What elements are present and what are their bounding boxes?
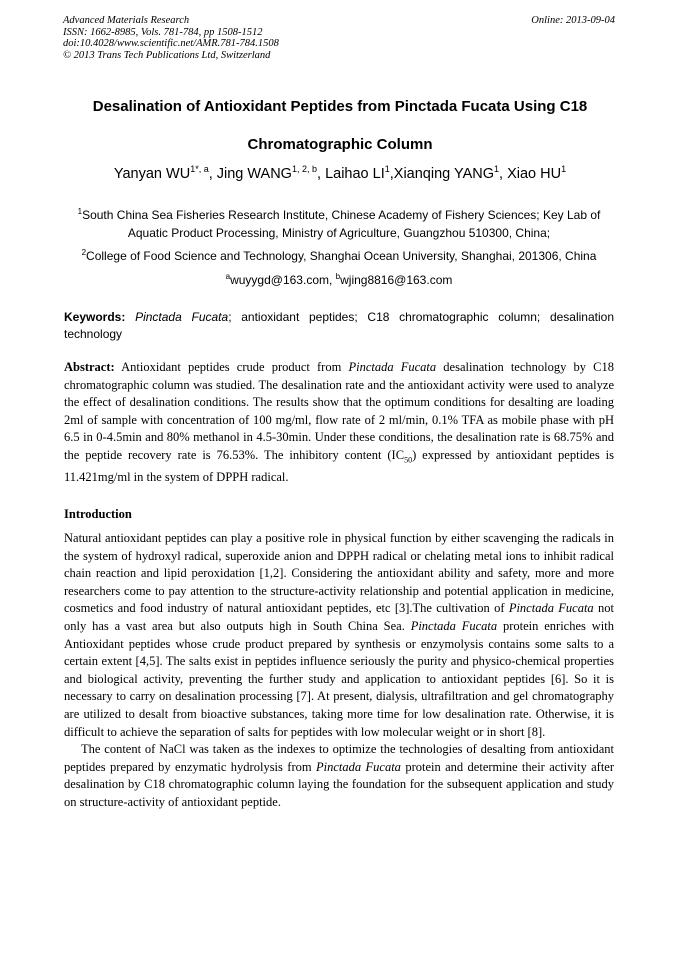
affiliation-mark: 2	[81, 248, 87, 257]
author-list	[20, 164, 660, 182]
section-heading-introduction: Introduction	[64, 507, 132, 521]
abstract-subscript: 50	[404, 455, 413, 465]
keywords-label: Keywords:	[64, 310, 126, 324]
affiliation-2	[64, 244, 614, 265]
doi-line: doi:10.4028/www.scientific.net/AMR.781-784.1508	[63, 38, 279, 49]
author-affil-mark: 1*, a	[190, 164, 209, 174]
abstract	[64, 359, 614, 487]
author-affil-mark: 1, 2, b	[291, 164, 317, 174]
email-b: wjing8816@163.com	[340, 273, 453, 287]
author-name: Yanyan WU	[113, 165, 191, 182]
email-a: wuyygd@163.com,	[230, 273, 336, 287]
journal-header	[63, 15, 615, 61]
author-name: Jing WANG	[216, 165, 292, 182]
author-emails	[64, 268, 614, 289]
keyword-species: Pinctada Fucata	[135, 310, 229, 324]
email-mark: a	[225, 272, 231, 281]
species-name: Pinctada Fucata	[508, 601, 594, 616]
paragraph-text: The content of NaCl was taken as the indexes to optimize the technologies of desalting from antioxidant peptides prepared by enzymatic hydrolysis from	[64, 742, 614, 774]
species-name: Pinctada Fucata	[410, 618, 498, 633]
affiliation-mark: 1	[77, 207, 83, 216]
issn-line: ISSN: 1662-8985, Vols. 781-784, pp 1508-1512	[63, 26, 263, 38]
author-name: Xiao HU	[507, 165, 562, 182]
paragraph-text: Natural antioxidant peptides can play a positive role in physical function by either scavenging the radicals in the system of hydroxyl radical, superoxide anion and DPPH radical or chelating metal ions to inhibit radical chain reaction and lipid peroxidation [1,2]. Considering the antioxidant ability and safety, more and more researchers come to pay attention to the structure-activity relationship and potential application in medicine, cosmetics and food industry of natural antioxidant peptides, etc [3].The cultivation of	[64, 531, 614, 616]
author-separator: ,	[389, 165, 394, 182]
abstract-text: Antioxidant peptides crude product from	[114, 360, 349, 374]
abstract-text: ) expressed by antioxidant peptides is 11.421mg/ml in the system of DPPH radical.	[64, 447, 615, 485]
paragraph	[64, 741, 614, 811]
affiliation-1	[64, 203, 614, 242]
email-mark: b	[335, 272, 341, 281]
online-date: Online: 2013-09-04	[531, 15, 615, 26]
author-separator: ,	[317, 165, 326, 182]
title-line-2: Chromatographic Column	[247, 136, 433, 153]
paper-title	[40, 88, 640, 164]
affiliation-text: South China Sea Fisheries Research Institute, Chinese Academy of Fishery Sciences; Key Lab of Aquatic Product Processing, Ministry of Agriculture, Guangzhou 510300, China;	[82, 208, 601, 240]
title-line-1: Desalination of Antioxidant Peptides from Pinctada Fucata Using C18	[92, 98, 588, 115]
author-separator: ,	[499, 165, 508, 182]
abstract-text: desalination technology by C18 chromatographic column was studied. The desalination rate and the antioxidant activity were used to analyze the effect of desalination conditions. The results show that the optimum conditions for desalting are loading 2ml of sample with concentration of 100 mg/ml, flow rate of 2 ml/min, 0.1% TFA as mobile phase with pH 6.5 in 0-4.5min and 80% methanol in 4.5-30min. Under these conditions, the desalination rate is 68.75% and the peptide recovery rate is 76.53%. The inhibitory content (IC	[64, 360, 614, 462]
abstract-species: Pinctada Fucata	[348, 360, 437, 374]
author-affil-mark: 1	[561, 164, 567, 174]
author-separator: ,	[208, 165, 217, 182]
affiliation-text: College of Food Science and Technology, Shanghai Ocean University, Shanghai, 201306, China	[86, 249, 597, 263]
paragraph-text: not only has a vast area but also outputs high in South China Sea.	[64, 601, 614, 633]
introduction-body	[64, 530, 614, 812]
author-name: Laihao LI	[325, 165, 385, 182]
keywords-rest: ; antioxidant peptides; C18 chromatographic column; desalination technology	[64, 310, 615, 341]
author-affil-mark: 1	[494, 164, 500, 174]
paragraph-text: protein enriches with Antioxidant peptides whose crude product prepared by synthesis or enzymolysis contains some salts to a certain extent [4,5]. The salts exist in peptides influence seriously the purity and physico-chemical properties and biological activity, preventing the further study and application to antioxidant peptides [6]. So it is necessary to carry on desalination processing [7]. At present, dialysis, ultrafiltration and gel chromatography are utilized to desalt from bioactive substances, taking more time for low desalination rate. Otherwise, it is difficult to achieve the separation of salts for peptides with low molecular weight or in short [8].	[64, 618, 614, 739]
paragraph-text: protein and determine their activity after desalination by C18 chromatographic column laying the foundation for the subsequent application and study on structure-activity of antioxidant peptide.	[64, 759, 614, 809]
author-affil-mark: 1	[384, 164, 390, 174]
keywords	[64, 309, 614, 342]
abstract-label: Abstract:	[64, 360, 115, 374]
species-name: Pinctada Fucata	[315, 759, 401, 774]
journal-name: Advanced Materials Research	[63, 15, 190, 26]
paragraph	[64, 530, 614, 741]
author-name: Xianqing YANG	[393, 165, 494, 182]
copyright-line: © 2013 Trans Tech Publications Ltd, Switzerland	[63, 49, 271, 61]
